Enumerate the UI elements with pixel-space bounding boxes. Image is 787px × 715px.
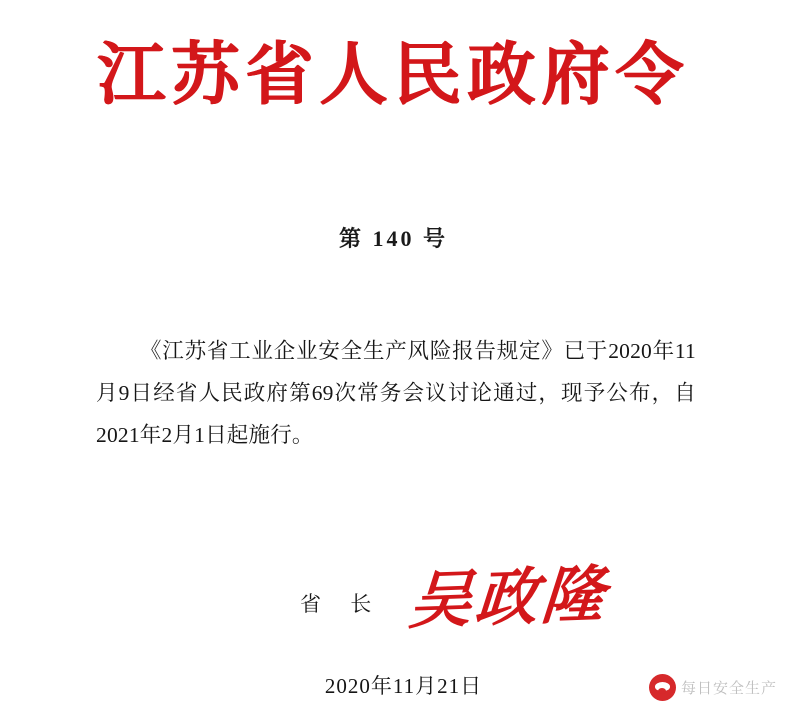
document-date: 2020年11月21日 [324, 674, 483, 698]
signature-name: 吴政隆 [406, 557, 611, 638]
document-body-paragraph: 《江苏省工业企业安全生产风险报告规定》已于2020年11月9日经省人民政府第69次常务会议讨论通过，现予公布，自2021年2月1日起施行。 [96, 339, 696, 447]
decree-number: 第 140 号 [338, 226, 448, 251]
watermark-label: 每日安全生产 [680, 680, 777, 697]
document-masthead [0, 35, 787, 115]
masthead-title: 江苏省人民政府令 [97, 35, 690, 115]
signature-title-label: 省 长 [300, 592, 384, 616]
wechat-account-logo-icon [649, 674, 676, 701]
watermark-badge [649, 674, 777, 701]
signature-block [0, 557, 787, 646]
